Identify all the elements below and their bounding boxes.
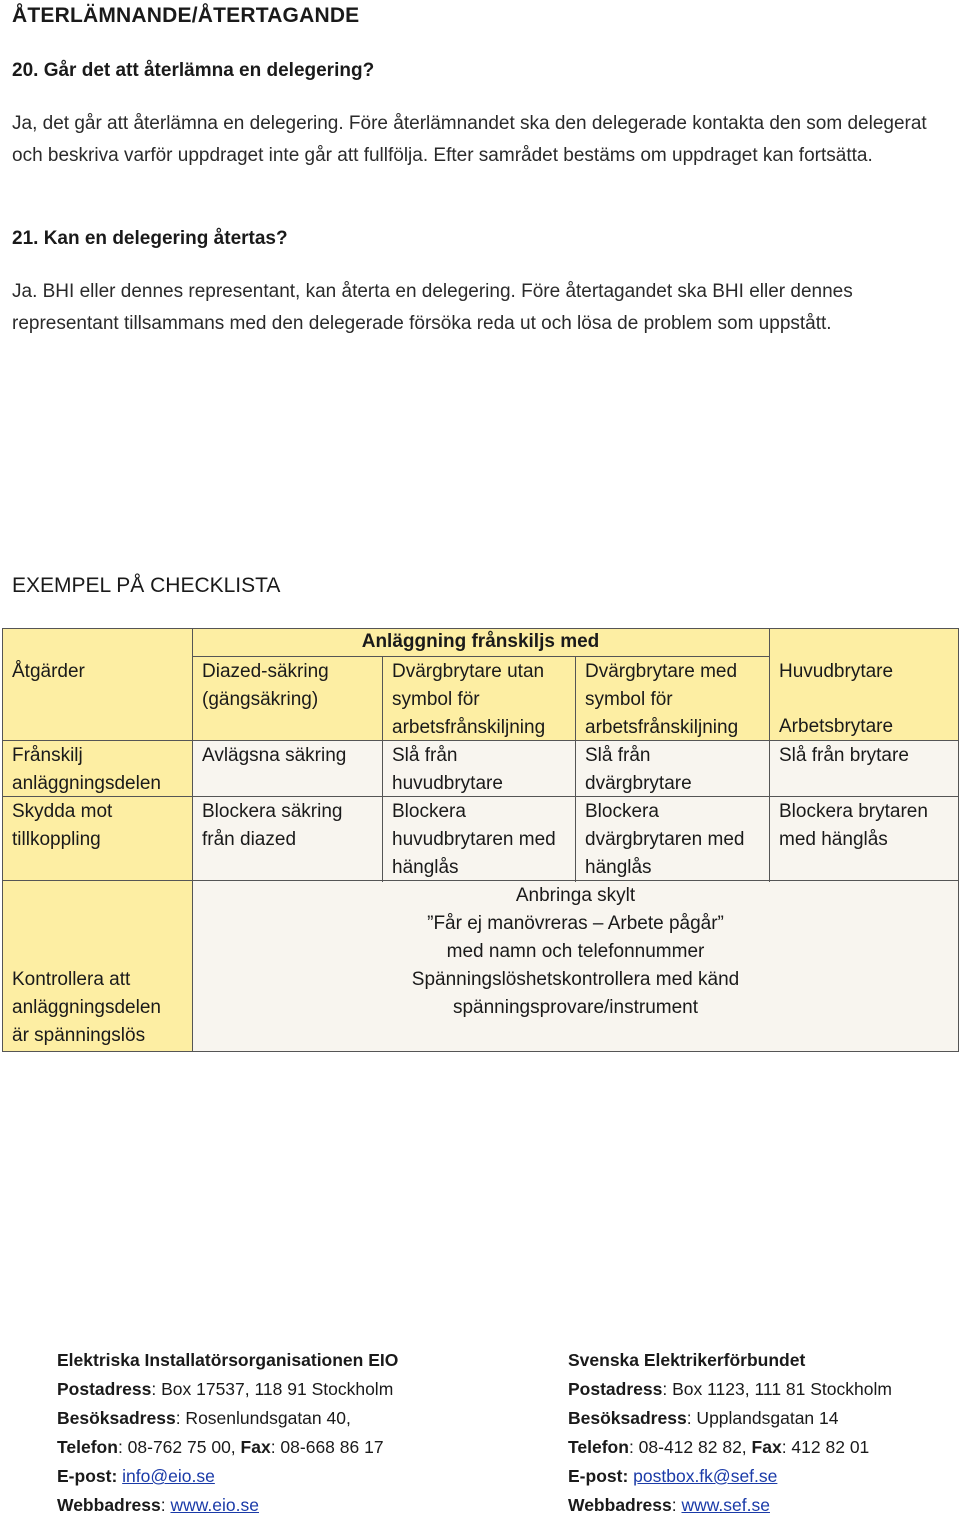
row-franskilj-huvud: Slå från brytare xyxy=(779,745,909,766)
col-header-dvarg-med: Dvärgbrytare med symbol för arbetsfrånskiljning xyxy=(585,661,739,738)
grid-line xyxy=(2,1051,959,1052)
eio-web-link[interactable]: www.eio.se xyxy=(170,1495,259,1515)
grid-line xyxy=(382,656,383,882)
eio-post-value: : Box 17537, 118 91 Stockholm xyxy=(151,1379,394,1399)
footer-sef xyxy=(568,1346,892,1520)
answer-21: Ja. BHI eller dennes representant, kan återta en delegering. Före återtagandet ska BHI eller dennes representant tillsammans med den delegerade försöka reda ut och lösa de problem som uppstått. xyxy=(12,281,853,334)
eio-email-link[interactable]: info@eio.se xyxy=(122,1466,215,1486)
eio-tel-label: Telefon xyxy=(57,1437,118,1457)
eio-email-label: E-post: xyxy=(57,1466,118,1486)
row-skydda-label: Skydda mot tillkoppling xyxy=(12,801,113,850)
eio-post-label: Postadress xyxy=(57,1379,152,1399)
eio-web-label: Webbadress xyxy=(57,1495,161,1515)
row-franskilj-diazed: Avlägsna säkring xyxy=(202,745,347,766)
eio-visit-value: : Rosenlundsgatan 40, xyxy=(175,1408,351,1428)
grid-line xyxy=(2,628,959,629)
row-skydda-dvarg-med: Blockera dvärgbrytaren med hänglås xyxy=(585,801,745,878)
row-franskilj-dvarg-med: Slå från dvärgbrytare xyxy=(585,745,692,794)
sef-web-label: Webbadress xyxy=(568,1495,672,1515)
sef-fax-value: : 412 82 01 xyxy=(781,1437,870,1457)
span-header: Anläggning frånskiljs med xyxy=(361,631,600,652)
eio-fax-label: Fax xyxy=(240,1437,271,1457)
section-title: ÅTERLÄMNANDE/ÅTERTAGANDE xyxy=(12,4,360,27)
row-skydda-diazed: Blockera säkring från diazed xyxy=(202,801,343,850)
grid-line xyxy=(2,880,959,881)
question-20: 20. Går det att återlämna en delegering? xyxy=(12,60,375,81)
grid-line xyxy=(2,628,3,1052)
sef-email-link[interactable]: postbox.fk@sef.se xyxy=(633,1466,778,1486)
row-franskilj-dvarg-utan: Slå från huvudbrytare xyxy=(392,745,503,794)
sef-post-label: Postadress xyxy=(568,1379,663,1399)
sef-tel-label: Telefon xyxy=(568,1437,629,1457)
row-franskilj-label: Frånskilj anläggningsdelen xyxy=(12,745,161,794)
sef-email-label: E-post: xyxy=(568,1466,629,1486)
header-atgarder: Åtgärder xyxy=(12,661,85,682)
grid-line xyxy=(192,656,769,657)
grid-line xyxy=(2,796,959,797)
sef-web-link[interactable]: www.sef.se xyxy=(681,1495,770,1515)
footer-eio xyxy=(57,1346,398,1520)
eio-web-sep: : xyxy=(160,1495,171,1515)
grid-line xyxy=(2,740,959,741)
sef-tel-value: : 08-412 82 82, xyxy=(628,1437,752,1457)
grid-line xyxy=(575,656,576,882)
row-kontrollera-text: Spänningslöshetskontrollera med känd spänningsprovare/instrument xyxy=(411,969,740,1018)
grid-line xyxy=(769,628,770,882)
sign-line-1: Anbringa skylt xyxy=(515,885,636,906)
sef-post-value: : Box 1123, 111 81 Stockholm xyxy=(662,1379,892,1399)
checklist-table xyxy=(2,628,959,1052)
grid-line xyxy=(192,628,193,1052)
sef-visit-value: : Upplandsgatan 14 xyxy=(686,1408,839,1428)
eio-tel-value: : 08-762 75 00, xyxy=(117,1437,241,1457)
col-header-diazed: Diazed-säkring (gängsäkring) xyxy=(202,661,329,710)
sign-line-3: med namn och telefonnummer xyxy=(446,941,705,962)
eio-visit-label: Besöksadress xyxy=(57,1408,176,1428)
question-21: 21. Kan en delegering återtas? xyxy=(12,228,288,249)
checklist-title: EXEMPEL PÅ CHECKLISTA xyxy=(12,574,281,597)
sef-visit-label: Besöksadress xyxy=(568,1408,687,1428)
eio-org: Elektriska Installatörsorganisationen EIO xyxy=(57,1350,399,1370)
sef-org: Svenska Elektrikerförbundet xyxy=(568,1350,806,1370)
row-skydda-huvud: Blockera brytaren med hänglås xyxy=(779,801,928,850)
sef-web-sep: : xyxy=(671,1495,682,1515)
sign-line-2: ”Får ej manövreras – Arbete pågår” xyxy=(427,913,724,934)
answer-20: Ja, det går att återlämna en delegering. Före återlämnandet ska den delegerade kontakta den som delegerat och beskriva varför uppdraget inte går att fullfölja. Efter samrådet bestäms om uppdraget kan fortsätta. xyxy=(12,113,927,166)
eio-fax-value: : 08-668 86 17 xyxy=(270,1437,384,1457)
grid-line xyxy=(958,628,959,1052)
col-header-dvarg-utan: Dvärgbrytare utan symbol för arbetsfrånskiljning xyxy=(392,661,546,738)
sef-fax-label: Fax xyxy=(751,1437,782,1457)
row-kontrollera-label: Kontrollera att anläggningsdelen är spänningslös xyxy=(12,969,161,1046)
col-header-arbetsbrytare: Arbetsbrytare xyxy=(779,716,894,737)
col-header-huvudbrytare: Huvudbrytare xyxy=(779,661,894,682)
row-skydda-dvarg-utan: Blockera huvudbrytaren med hänglås xyxy=(392,801,556,878)
